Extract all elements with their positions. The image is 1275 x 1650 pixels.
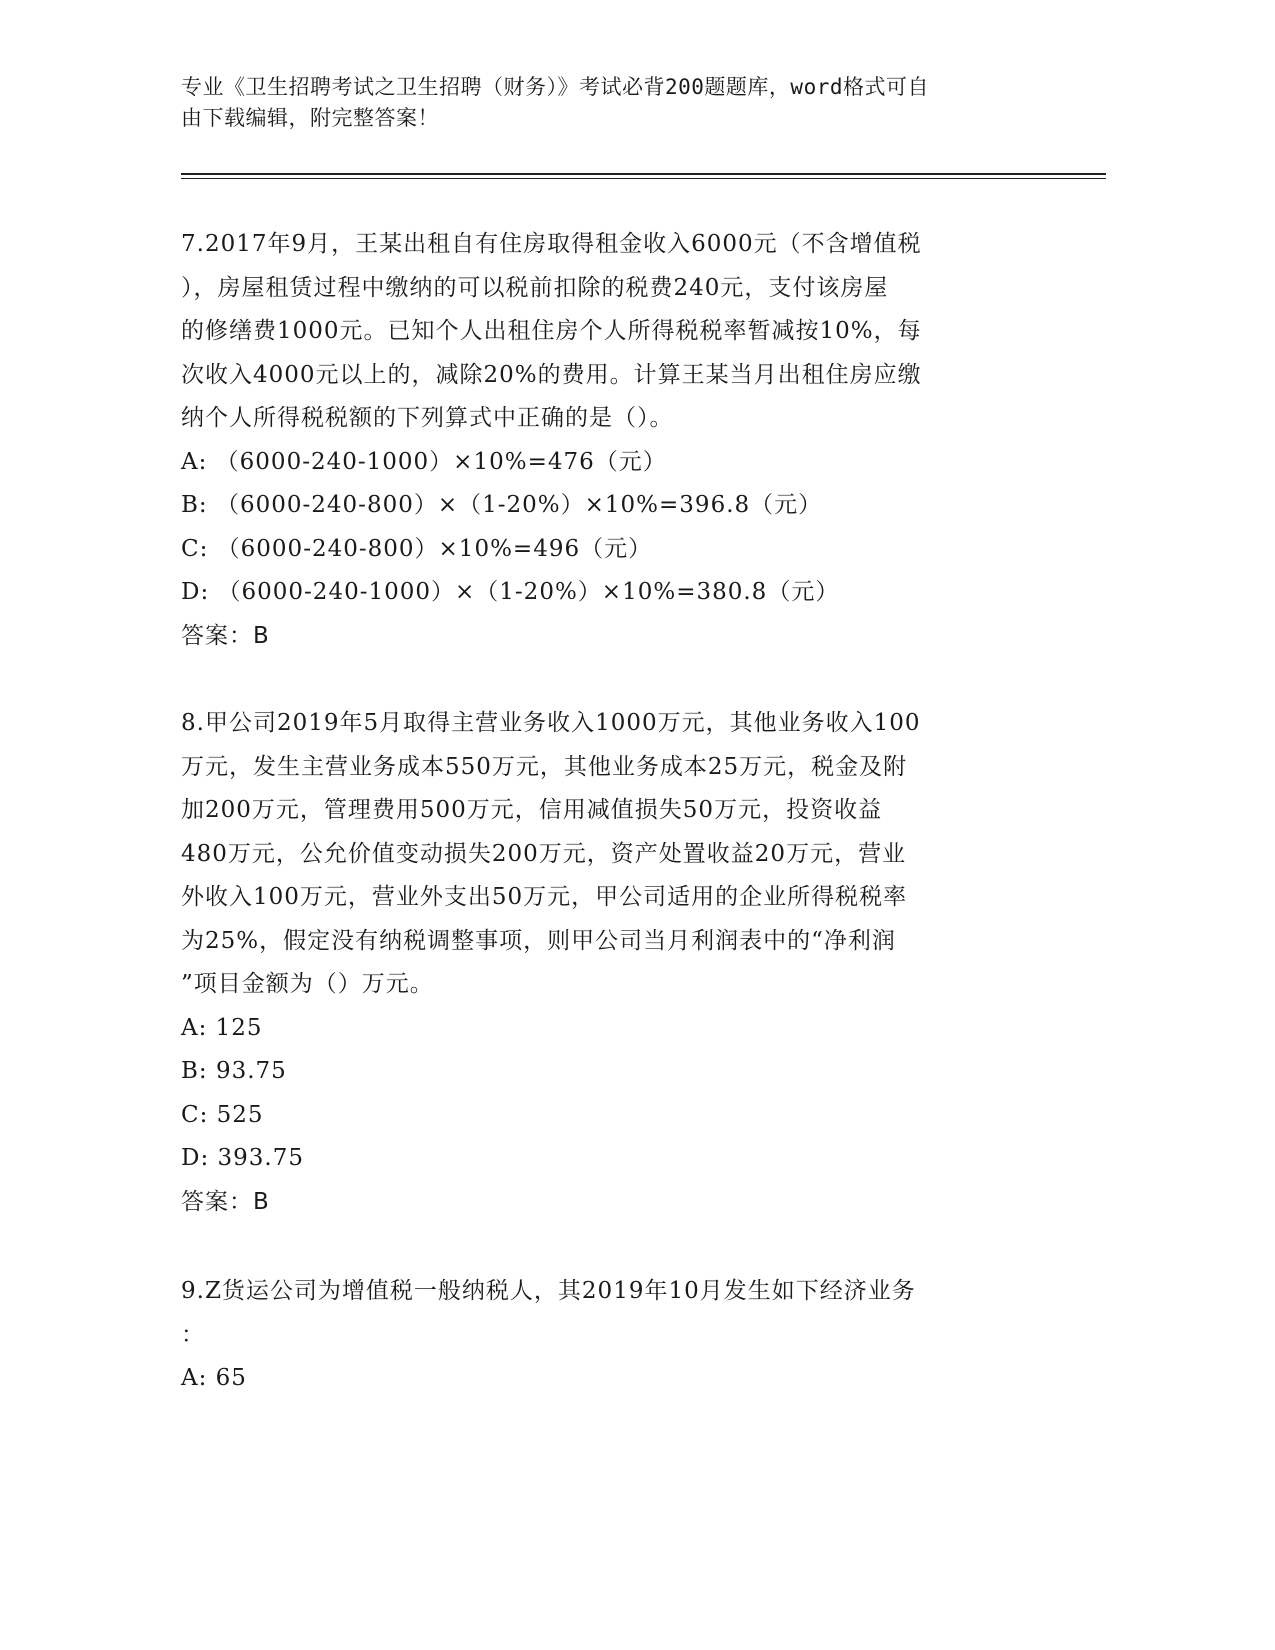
stem-line: 7.2017年9月，王某出租自有住房取得租金收入6000元（不含增值税 bbox=[181, 231, 922, 257]
stem-line: 纳个人所得税税额的下列算式中正确的是（）。 bbox=[181, 405, 674, 431]
option-c: C: 525 bbox=[181, 1101, 264, 1128]
question-9 bbox=[181, 1270, 1041, 1401]
question-stem bbox=[181, 223, 1041, 441]
option-c: C: （6000-240-800）×10%=496（元） bbox=[181, 535, 653, 562]
document-header bbox=[181, 72, 1041, 134]
stem-line: 为25%，假定没有纳税调整事项，则甲公司当月利润表中的“净利润 bbox=[181, 927, 896, 954]
option-d: D: 393.75 bbox=[181, 1145, 304, 1171]
header-line-1: 专业《卫生招聘考试之卫生招聘（财务）》考试必背200题题库，word格式可自 bbox=[181, 75, 929, 99]
option-b: B: （6000-240-800）×（1-20%）×10%=396.8（元） bbox=[181, 492, 823, 518]
stem-line: 万元，发生主营业务成本550万元，其他业务成本25万元，税金及附 bbox=[181, 753, 908, 780]
stem-line: 加200万元，管理费用500万元，信用减值损失50万元，投资收益 bbox=[181, 797, 883, 823]
option-a: A: 65 bbox=[181, 1365, 247, 1391]
header-line-2: 由下载编辑，附完整答案！ bbox=[181, 106, 439, 130]
question-stem bbox=[181, 1270, 1041, 1357]
stem-line: ），房屋租赁过程中缴纳的可以税前扣除的税费240元，支付该房屋 bbox=[181, 274, 889, 301]
option-b: B: 93.75 bbox=[181, 1058, 287, 1084]
option-a: A: 125 bbox=[181, 1014, 263, 1041]
stem-line: 的修缮费1000元。已知个人出租住房个人所得税税率暂减按10%，每 bbox=[181, 318, 922, 344]
question-7 bbox=[181, 223, 1041, 658]
option-a: A: （6000-240-1000）×10%=476（元） bbox=[181, 448, 667, 475]
option-d: D: （6000-240-1000）×（1-20%）×10%=380.8（元） bbox=[181, 579, 840, 605]
question-stem bbox=[181, 702, 1041, 1007]
answer: 答案：B bbox=[181, 622, 270, 649]
stem-line: 外收入100万元，营业外支出50万元，甲公司适用的企业所得税税率 bbox=[181, 884, 908, 910]
answer: 答案：B bbox=[181, 1188, 270, 1215]
stem-line: 次收入4000元以上的，减除20%的费用。计算王某当月出租住房应缴 bbox=[181, 361, 922, 388]
stem-line: ： bbox=[181, 1321, 205, 1348]
header-divider-thin bbox=[181, 178, 1106, 179]
question-8 bbox=[181, 702, 1041, 1224]
stem-line: ”项目金额为（）万元。 bbox=[181, 971, 434, 997]
header-divider-thick bbox=[181, 173, 1106, 175]
stem-line: 8.甲公司2019年5月取得主营业务收入1000万元，其他业务收入100 bbox=[181, 710, 921, 736]
stem-line: 9.Z货运公司为增值税一般纳税人，其2019年10月发生如下经济业务 bbox=[181, 1278, 916, 1304]
stem-line: 480万元，公允价值变动损失200万元，资产处置收益20万元，营业 bbox=[181, 840, 907, 867]
